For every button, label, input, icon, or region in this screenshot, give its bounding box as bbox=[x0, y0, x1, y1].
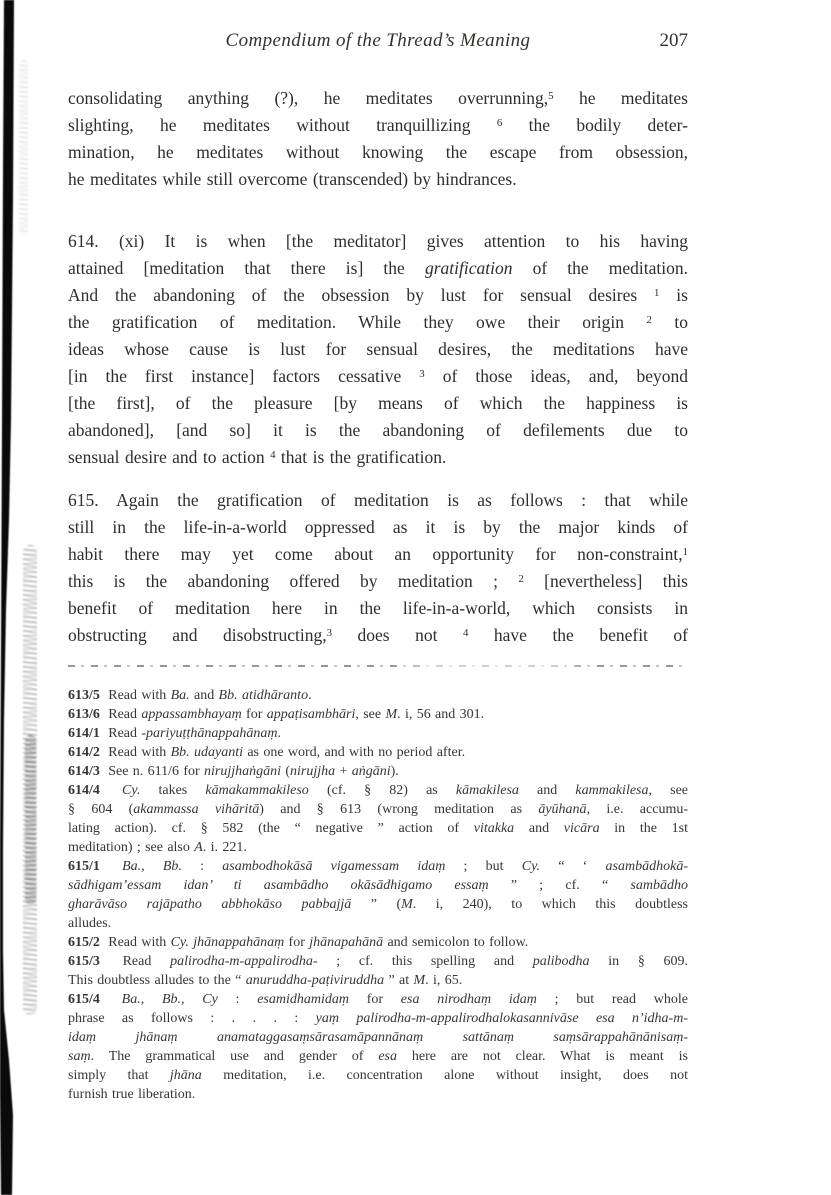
text-line bbox=[68, 541, 688, 568]
text-run: is bbox=[659, 285, 688, 305]
text-run: : bbox=[181, 859, 223, 874]
text-line bbox=[68, 336, 688, 363]
text-run: M bbox=[413, 973, 426, 988]
text-run: . i, 240), to which this doubtless bbox=[412, 897, 688, 912]
text-run: Cy. bbox=[122, 783, 141, 798]
text-run: 615. Again the gratification of meditation is as follows : that while bbox=[68, 490, 688, 510]
footnote-item bbox=[68, 743, 688, 762]
text-run: ideas whose cause is lust for sensual desires, the meditations have bbox=[68, 339, 688, 359]
text-run: This doubtless alludes to the “ bbox=[68, 973, 246, 988]
text-line bbox=[68, 933, 688, 952]
text-run: sādhigam’essam idan’ ti asambādho okāsādhigamo essaṃ bbox=[68, 878, 489, 893]
scan-speckle-dense bbox=[25, 735, 36, 905]
text-run: , see bbox=[355, 707, 386, 722]
text-run: saṃ bbox=[68, 1049, 91, 1064]
footnote-item bbox=[68, 781, 688, 857]
text-run: this is the abandoning offered by meditation ; bbox=[68, 571, 519, 591]
text-run: “ ‘ bbox=[540, 859, 606, 874]
text-line bbox=[68, 971, 688, 990]
text-run: , see bbox=[648, 783, 688, 798]
text-run: yaṃ palirodha-m-appalirodhalokasannivāse esa n’idha-m- bbox=[315, 1011, 688, 1026]
footnote-label: 613/5 bbox=[68, 688, 105, 703]
footnote-divider bbox=[68, 665, 688, 667]
text-run: vitakka bbox=[473, 821, 515, 836]
text-line bbox=[68, 417, 688, 444]
footnote-label: 615/4 bbox=[68, 992, 118, 1007]
text-line bbox=[68, 857, 688, 876]
text-run: vicāra bbox=[563, 821, 600, 836]
text-line bbox=[68, 309, 688, 336]
text-run: habit there may yet come about an opportunity for non-constraint, bbox=[68, 544, 683, 564]
text-run: asambodhokāsā vigamessam idaṃ bbox=[222, 859, 446, 874]
text-run: to bbox=[651, 312, 688, 332]
text-line bbox=[68, 622, 688, 649]
footnote-marker: 6 bbox=[496, 117, 503, 130]
text-run: M bbox=[385, 707, 398, 722]
text-run: § 604 ( bbox=[68, 802, 134, 817]
text-line bbox=[68, 743, 688, 762]
footnote-marker: 5 bbox=[548, 90, 554, 103]
text-run: esa bbox=[378, 1049, 397, 1064]
text-run: Read with bbox=[108, 688, 171, 703]
text-run: atidhāranto bbox=[241, 688, 309, 703]
page-title: Compendium of the Thread’s Meaning bbox=[225, 30, 531, 51]
page-number: 207 bbox=[659, 30, 688, 51]
body-text bbox=[68, 85, 688, 649]
text-run: jhānappahānaṃ bbox=[193, 935, 285, 950]
text-line bbox=[68, 444, 688, 471]
text-run: palibodha bbox=[532, 954, 590, 969]
text-run: for bbox=[348, 992, 401, 1007]
footnote-label: 613/6 bbox=[68, 707, 105, 722]
paragraph bbox=[68, 487, 688, 649]
footnote-label: 615/1 bbox=[68, 859, 119, 874]
footnote-item bbox=[68, 705, 688, 724]
text-run: meditation, i.e. concentration alone without insight, does not bbox=[201, 1068, 688, 1083]
text-line bbox=[68, 800, 688, 819]
text-line bbox=[68, 819, 688, 838]
footnote-item bbox=[68, 990, 688, 1104]
text-run: the gratification of meditation. While they owe their origin bbox=[68, 312, 647, 332]
text-line bbox=[68, 390, 688, 417]
footnote-label: 614/3 bbox=[68, 764, 105, 779]
footnote-marker: 4 bbox=[270, 449, 276, 462]
text-run: consolidating anything (?), he meditates overrunning, bbox=[68, 88, 549, 108]
text-run: the bodily deter- bbox=[502, 115, 688, 135]
text-run: kāmakammakileso bbox=[205, 783, 309, 798]
footnote-marker: 3 bbox=[326, 627, 332, 640]
text-run: sensual desire and to action bbox=[68, 447, 271, 467]
text-run: ” ( bbox=[351, 897, 402, 912]
text-line bbox=[68, 838, 688, 857]
text-run: for bbox=[241, 707, 267, 722]
footnote-item bbox=[68, 933, 688, 952]
text-run: . bbox=[308, 688, 312, 703]
text-run: for bbox=[284, 935, 310, 950]
text-run: anuruddha-paṭiviruddha bbox=[245, 973, 385, 988]
text-run: sambādho bbox=[630, 878, 688, 893]
text-line bbox=[68, 724, 688, 743]
text-run: idaṃ jhānaṃ anamataggasaṃsārasamāpannānaṃ sattānaṃ saṃsārappahānānisaṃ- bbox=[68, 1030, 688, 1045]
text-line bbox=[68, 139, 688, 166]
text-line bbox=[68, 514, 688, 541]
text-run: A bbox=[194, 840, 203, 855]
text-run: kāmakilesa bbox=[455, 783, 519, 798]
text-line bbox=[68, 166, 688, 193]
text-run: nirujjha bbox=[290, 764, 336, 779]
text-run: And the abandoning of the obsession by lust for sensual desires bbox=[68, 285, 655, 305]
text-run: simply that bbox=[68, 1068, 170, 1083]
text-run: gharāvāso rajāpatho abbhokāso pabbajjā bbox=[68, 897, 352, 912]
footnote-label: 614/2 bbox=[68, 745, 105, 760]
text-run: (cf. § 82) as bbox=[308, 783, 456, 798]
text-run: jhānapahānā bbox=[309, 935, 384, 950]
text-run: attained [meditation that there is] the bbox=[68, 258, 425, 278]
text-run: Read with bbox=[108, 935, 171, 950]
text-run: Read bbox=[108, 707, 142, 722]
text-run: ). bbox=[390, 764, 399, 779]
text-run: in § 609. bbox=[589, 954, 688, 969]
text-run: ; but read whole bbox=[536, 992, 688, 1007]
text-line bbox=[68, 952, 688, 971]
text-run: alludes. bbox=[68, 916, 112, 931]
text-line bbox=[68, 228, 688, 255]
text-run: kammakilesa bbox=[575, 783, 649, 798]
text-run: esamidhamidaṃ bbox=[257, 992, 349, 1007]
text-run: as one word, and with no period after. bbox=[242, 745, 466, 760]
text-run: that is the gratification. bbox=[275, 447, 447, 467]
text-line bbox=[68, 705, 688, 724]
footnote-marker: 1 bbox=[654, 287, 660, 300]
text-line bbox=[68, 781, 688, 800]
page-content bbox=[68, 30, 688, 1104]
text-run: furnish true liberation. bbox=[68, 1087, 196, 1102]
text-run: : bbox=[217, 992, 258, 1007]
text-run: Read with bbox=[108, 745, 171, 760]
text-line bbox=[68, 1085, 688, 1104]
text-line bbox=[68, 112, 688, 139]
text-run: here are not clear. What is meant is bbox=[397, 1049, 688, 1064]
text-run: āyūhanā bbox=[538, 802, 587, 817]
text-run: ” ; cf. “ bbox=[488, 878, 631, 893]
text-line bbox=[68, 876, 688, 895]
text-line bbox=[68, 895, 688, 914]
text-run: ; but bbox=[445, 859, 522, 874]
text-run: M bbox=[401, 897, 413, 912]
text-run: ) and § 613 (wrong meditation as bbox=[259, 802, 539, 817]
text-run: ; cf. this spelling and bbox=[317, 954, 533, 969]
footnote-marker: 2 bbox=[518, 573, 524, 586]
text-run: nirujjhaṅgāni bbox=[204, 764, 282, 779]
paragraph bbox=[68, 228, 688, 471]
footnote-label: 614/4 bbox=[68, 783, 119, 798]
text-line bbox=[68, 1047, 688, 1066]
text-run: Ba., Bb. bbox=[122, 859, 182, 874]
text-line bbox=[68, 1066, 688, 1085]
text-run: he meditates bbox=[553, 88, 688, 108]
text-run: of those ideas, and, beyond bbox=[424, 366, 688, 386]
text-run: abandoned], [and so] it is the abandoning of defilements due to bbox=[68, 420, 688, 440]
text-run: , i.e. accumu- bbox=[586, 802, 688, 817]
text-run: have the benefit of bbox=[468, 625, 688, 645]
text-run: meditation) ; see also bbox=[68, 840, 195, 855]
text-line bbox=[68, 282, 688, 309]
text-line bbox=[68, 990, 688, 1009]
footnote-item bbox=[68, 762, 688, 781]
text-run: Ba., Bb., Cy bbox=[121, 992, 218, 1007]
text-run: + bbox=[335, 764, 352, 779]
text-run: -pariyuṭṭhānappahānaṃ bbox=[141, 726, 278, 741]
text-run: akammassa vihāritā bbox=[133, 802, 260, 817]
footnote-item bbox=[68, 686, 688, 705]
footnote-label: 615/2 bbox=[68, 935, 105, 950]
text-run: still in the life-in-a-world oppressed as it is by the major kinds of bbox=[68, 517, 688, 537]
footnote-marker: 3 bbox=[419, 368, 425, 381]
text-run: slighting, he meditates without tranquillizing bbox=[68, 115, 497, 135]
scan-speckle-top bbox=[19, 60, 28, 235]
text-run: aṅgāni bbox=[351, 764, 391, 779]
paragraph bbox=[68, 85, 688, 193]
text-run: takes bbox=[140, 783, 206, 798]
text-run: benefit of meditation here in the life-in-a-world, which consists in bbox=[68, 598, 688, 618]
text-line bbox=[68, 568, 688, 595]
text-run: . bbox=[277, 726, 281, 741]
text-run: and bbox=[518, 783, 576, 798]
footnote-item bbox=[68, 724, 688, 743]
text-run: mination, he meditates without knowing the escape from obsession, bbox=[68, 142, 688, 162]
text-run: . i, 56 and 301. bbox=[397, 707, 485, 722]
text-run: Read bbox=[122, 954, 171, 969]
text-run: in the 1st bbox=[599, 821, 688, 836]
text-run: appaṭisambhāri bbox=[266, 707, 356, 722]
text-run: Read bbox=[108, 726, 142, 741]
text-run: palirodha-m-appalirodha- bbox=[170, 954, 318, 969]
text-line bbox=[68, 363, 688, 390]
text-run: gratification bbox=[424, 258, 513, 278]
footnote-label: 615/3 bbox=[68, 954, 119, 969]
text-run: appassambhayaṃ bbox=[141, 707, 242, 722]
text-run: esa nirodhaṃ idaṃ bbox=[400, 992, 537, 1007]
text-run: Cy. bbox=[170, 935, 189, 950]
text-run: udayanti bbox=[193, 745, 243, 760]
text-run: . i. 221. bbox=[202, 840, 247, 855]
text-line bbox=[68, 1028, 688, 1047]
text-run: . The grammatical use and gender of bbox=[90, 1049, 379, 1064]
footnote-item bbox=[68, 857, 688, 933]
text-line bbox=[68, 686, 688, 705]
footnote-marker: 1 bbox=[682, 546, 688, 559]
text-line bbox=[68, 487, 688, 514]
text-run: Bb. bbox=[218, 688, 238, 703]
text-run: and semicolon to follow. bbox=[383, 935, 529, 950]
text-run: Bb. bbox=[170, 745, 190, 760]
text-run: Ba. bbox=[170, 688, 190, 703]
text-run: ” at bbox=[384, 973, 414, 988]
text-run: See n. 611/6 for bbox=[108, 764, 205, 779]
footnote-marker: 2 bbox=[646, 314, 652, 327]
text-run: he meditates while still overcome (transcended) by hindrances. bbox=[68, 169, 517, 189]
running-header bbox=[68, 30, 688, 54]
text-run: [the first], of the pleasure [by means of which the happiness is bbox=[68, 393, 688, 413]
text-run: and bbox=[189, 688, 219, 703]
footnote-item bbox=[68, 952, 688, 990]
text-line bbox=[68, 255, 688, 282]
text-line bbox=[68, 595, 688, 622]
text-run: asambādhokā- bbox=[605, 859, 688, 874]
footnote-label: 614/1 bbox=[68, 726, 105, 741]
text-run: phrase as follows : . . . : bbox=[68, 1011, 316, 1026]
text-run: lating action). cf. § 582 (the “ negative ” action of bbox=[68, 821, 474, 836]
text-line bbox=[68, 914, 688, 933]
text-run: [in the first instance] factors cessative bbox=[68, 366, 420, 386]
text-run: ( bbox=[281, 764, 291, 779]
text-run: 614. (xi) It is when [the meditator] gives attention to his having bbox=[68, 231, 688, 251]
text-run: [nevertheless] this bbox=[523, 571, 688, 591]
footnotes-block bbox=[68, 686, 688, 1104]
text-line bbox=[68, 762, 688, 781]
text-line bbox=[68, 85, 688, 112]
text-run: . i, 65. bbox=[425, 973, 463, 988]
text-run: obstructing and disobstructing, bbox=[68, 625, 327, 645]
text-run: does not bbox=[332, 625, 463, 645]
text-line bbox=[68, 1009, 688, 1028]
text-run: of the meditation. bbox=[512, 258, 688, 278]
text-run: and bbox=[514, 821, 564, 836]
footnote-marker: 4 bbox=[462, 627, 469, 640]
text-run: jhāna bbox=[169, 1068, 202, 1083]
text-run: Cy. bbox=[521, 859, 541, 874]
